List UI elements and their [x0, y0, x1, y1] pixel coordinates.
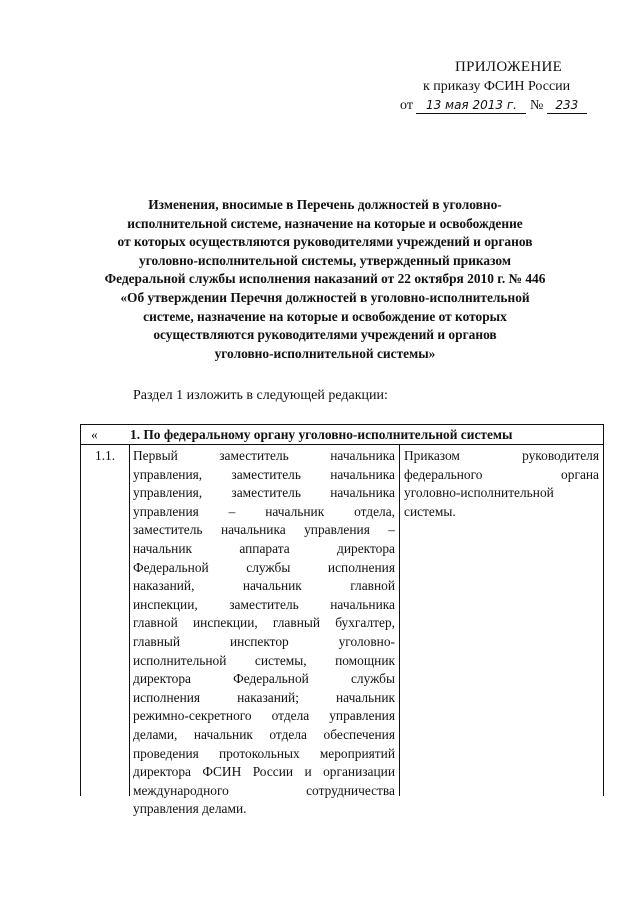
positions-line: международного сотрудничества	[133, 782, 395, 798]
authority-line: федерального органа	[404, 466, 599, 482]
title-line: уголовно-исполнительной системы»	[214, 345, 436, 361]
section-title: 1. По федеральному органу уголовно-исполнительной системы	[130, 427, 513, 442]
handwritten-date: 13 мая 2013 г.	[416, 98, 526, 114]
row-number: 1.1.	[95, 448, 116, 463]
title-line: исполнительной системе, назначение на которые и освобождение	[127, 215, 523, 231]
intro-sentence: Раздел 1 изложить в следующей редакции:	[133, 388, 388, 403]
table-section-header	[81, 425, 603, 445]
positions-line: управления делами.	[133, 801, 247, 817]
column-divider	[129, 445, 130, 796]
positions-line: начальник аппарата директора	[133, 540, 395, 556]
number-prefix: №	[529, 98, 544, 113]
title-line: осуществляются руководителями учреждений и органов	[153, 327, 497, 343]
document-title	[100, 196, 550, 363]
title-line: от которых осуществляются руководителями учреждений и органов	[117, 234, 533, 250]
appendix-date-number-line	[400, 96, 600, 115]
appendix-header	[400, 58, 600, 115]
from-prefix: от	[400, 98, 413, 113]
positions-cell	[133, 447, 395, 819]
positions-line: исполнительной системы, помощник	[133, 652, 395, 668]
positions-line: главный инспектор уголовно-	[133, 633, 395, 649]
positions-line: режимно-секретного отдела управления	[133, 708, 395, 724]
positions-line: заместитель начальника управления –	[133, 522, 395, 538]
authority-line: Приказом руководителя	[404, 448, 599, 463]
title-line: «Об утверждении Перечня должностей в уголовно-исполнительной	[120, 289, 530, 305]
column-divider	[399, 445, 400, 796]
title-line: уголовно-исполнительной системы, утвержденный приказом	[139, 252, 511, 268]
title-line: системе, назначение на которые и освобождение от которых	[143, 308, 507, 324]
positions-table	[80, 424, 604, 817]
positions-line: делами, начальник отдела обеспечения	[133, 726, 395, 742]
positions-line: исполнения наказаний; начальник	[133, 689, 395, 705]
positions-line: наказаний, начальник главной	[133, 578, 395, 594]
title-line: Изменения, вносимые в Перечень должностей в уголовно-	[148, 197, 502, 212]
positions-line: управления, заместитель начальника	[133, 485, 395, 501]
opening-quote-mark: «	[91, 427, 98, 442]
positions-line: Федеральной службы исполнения	[133, 559, 395, 575]
appointing-authority-cell	[404, 447, 599, 521]
positions-line: главной инспекции, главный бухгалтер,	[133, 615, 395, 631]
positions-line: управления, заместитель начальника	[133, 466, 395, 482]
positions-line: Первый заместитель начальника	[133, 448, 395, 463]
positions-line: инспекции, заместитель начальника	[133, 596, 395, 612]
positions-line: управления – начальник отдела,	[133, 503, 395, 519]
appendix-order-reference: к приказу ФСИН России	[423, 79, 571, 94]
appendix-title: ПРИЛОЖЕНИЕ	[455, 59, 563, 75]
positions-line: директора ФСИН России и организации	[133, 764, 395, 780]
positions-line: проведения протокольных мероприятий	[133, 745, 395, 761]
handwritten-number: 233	[547, 98, 587, 114]
authority-line: уголовно-исполнительной	[404, 485, 554, 501]
title-line: Федеральной службы исполнения наказаний от 22 октября 2010 г. № 446	[104, 271, 546, 287]
positions-line: директора Федеральной службы	[133, 671, 395, 687]
authority-line: системы.	[404, 503, 456, 519]
